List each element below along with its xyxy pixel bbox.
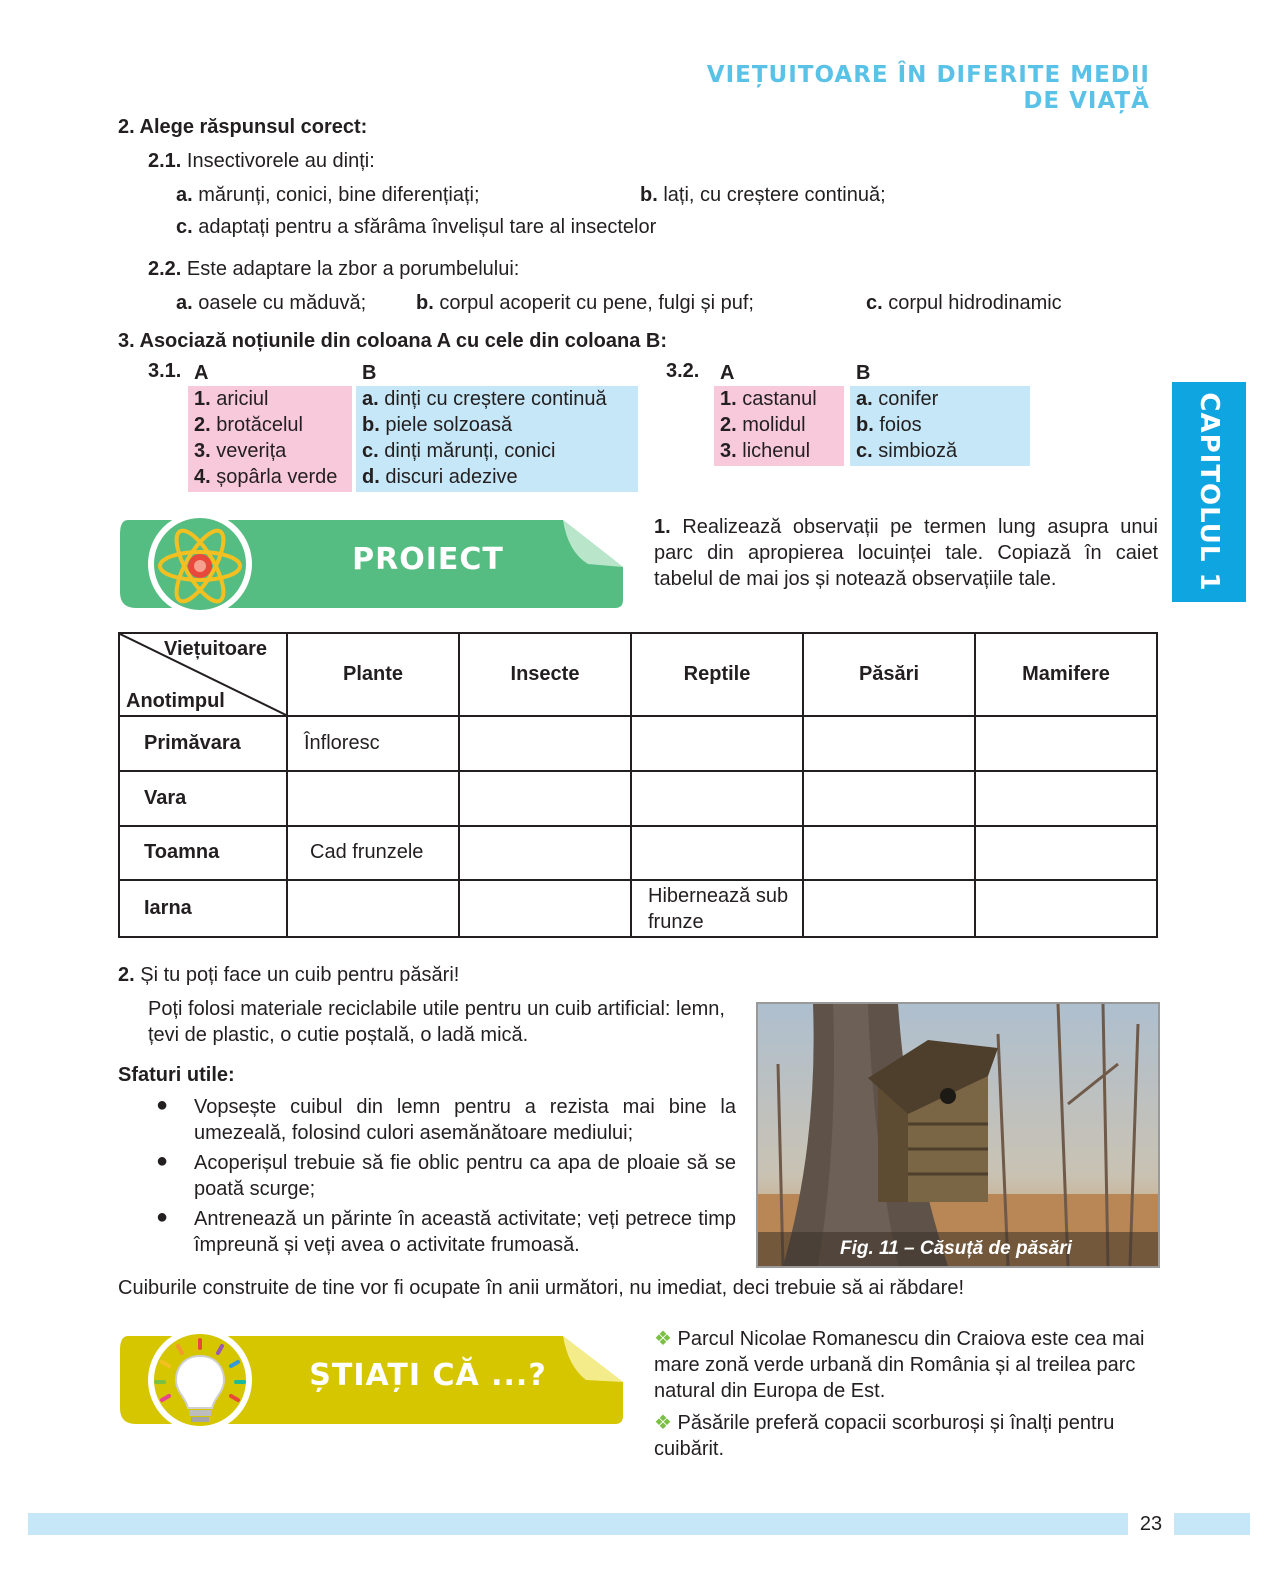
tip-text: Acoperișul trebuie să fie oblic pentru ca apa de ploaie să se poată scurge;	[194, 1152, 736, 1200]
table-corner-cell	[119, 633, 287, 716]
corner-bottom-label: Anotimpul	[126, 690, 225, 712]
season-cell: Primăvara	[119, 716, 287, 771]
question-number: 2.2.	[148, 258, 182, 280]
list-item: 2. molidul	[720, 414, 806, 436]
question-number: 2.1.	[148, 150, 182, 172]
tips-title: Sfaturi utile:	[118, 1064, 235, 1086]
exercise-3-title: 3. Asociază noțiunile din coloana A cu cele din coloana B:	[118, 330, 667, 352]
bullet-icon: ●	[156, 1094, 169, 1116]
list-item: 1. castanul	[720, 388, 817, 410]
list-item: 1. ariciul	[194, 388, 269, 410]
table-cell	[803, 880, 975, 937]
list-item: 3. veverița	[194, 440, 287, 462]
subexercise-3-2-number: 3.2.	[666, 360, 700, 382]
list-item: d. discuri adezive	[362, 466, 518, 488]
column-header: Păsări	[803, 633, 975, 716]
nest-title: 2. Și tu poți face un cuib pentru păsări!	[118, 964, 460, 986]
table-cell: Înfloresc	[287, 716, 459, 771]
table-cell: Cad frunzele	[287, 826, 459, 881]
table-cell	[631, 826, 803, 881]
column-b-heading: B	[856, 362, 871, 384]
chapter-tab	[1172, 382, 1246, 602]
tip-text: Antrenează un părinte în această activitate; veți petrece timp împreună și veți avea o activitate frumoasă.	[194, 1208, 736, 1256]
column-header: Reptile	[631, 633, 803, 716]
column-b-heading: B	[362, 362, 377, 384]
table-cell	[803, 771, 975, 826]
list-item: a. conifer	[856, 388, 939, 410]
lightbulb-icon	[148, 1334, 252, 1430]
table-cell	[975, 880, 1157, 937]
option-b: b. lați, cu creștere continuă;	[640, 184, 886, 206]
project-banner	[118, 512, 628, 612]
project-banner-label: PROIECT	[352, 542, 504, 577]
project-instruction: 1. Realizează observații pe termen lung asupra unui parc din apropierea locuinței tale. Copiază în caiet tabelul de mai jos și notează observațiile tale.	[654, 516, 1159, 590]
birdhouse-photo	[756, 1002, 1160, 1268]
table-cell	[975, 826, 1157, 881]
atom-icon	[154, 520, 246, 612]
column-b-list	[356, 386, 638, 492]
season-cell: Iarna	[119, 880, 287, 937]
question-text: Insectivorele au dinți:	[186, 150, 375, 172]
column-header: Mamifere	[975, 633, 1157, 716]
column-a-heading: A	[194, 362, 209, 384]
bullet-icon: ●	[156, 1206, 169, 1228]
table-cell	[803, 826, 975, 881]
fact-item: ❖ Parcul Nicolae Romanescu din Craiova este cea mai mare zonă verde urbană din România și al treilea parc natural din Europa de Est.	[654, 1328, 1145, 1402]
table-cell	[803, 716, 975, 771]
table-cell	[631, 716, 803, 771]
option-c: c. adaptați pentru a sfărâma învelișul tare al insectelor	[176, 216, 657, 238]
table-row	[119, 880, 1157, 937]
table-cell	[459, 880, 631, 937]
corner-top-label: Viețuitoare	[164, 638, 267, 660]
table-row	[119, 826, 1157, 881]
running-header: VIEȚUITOARE ÎN DIFERITE MEDII DE VIAȚĂ	[706, 62, 1150, 114]
footer-bar	[28, 1513, 1250, 1535]
list-item: b. foios	[856, 414, 922, 436]
question-text: Este adaptare la zbor a porumbelului:	[186, 258, 520, 280]
question-2-1	[148, 148, 375, 174]
table-cell	[287, 771, 459, 826]
list-item: c. dinți mărunți, conici	[362, 440, 556, 462]
list-item: 3. lichenul	[720, 440, 811, 462]
column-a-list	[714, 386, 844, 466]
table-cell	[631, 771, 803, 826]
list-item: c. simbioză	[856, 440, 958, 462]
table-cell	[975, 716, 1157, 771]
table-cell	[975, 771, 1157, 826]
season-cell: Vara	[119, 771, 287, 826]
fact-item: ❖ Păsările preferă copacii scorburoși și înalți pentru cuibărit.	[654, 1412, 1115, 1460]
facts-banner	[118, 1326, 628, 1430]
option-b: b. corpul acoperit cu pene, fulgi și puf;	[416, 292, 754, 314]
table-cell	[287, 880, 459, 937]
table-row	[119, 771, 1157, 826]
diamond-bullet-icon: ❖	[654, 1328, 672, 1350]
list-item: 2. brotăcelul	[194, 414, 303, 436]
column-a-heading: A	[720, 362, 735, 384]
observation-table	[118, 632, 1158, 938]
table-cell	[459, 716, 631, 771]
list-item: a. dinți cu creștere continuă	[362, 388, 607, 410]
table-cell	[459, 771, 631, 826]
figure-caption: Fig. 11 – Căsuță de păsări	[840, 1238, 1072, 1259]
list-item: b. piele solzoasă	[362, 414, 513, 436]
table-cell: Hibernează sub frunze	[631, 880, 803, 937]
season-cell: Toamna	[119, 826, 287, 881]
column-b-list	[850, 386, 1030, 466]
diamond-bullet-icon: ❖	[654, 1412, 672, 1434]
question-2-2	[148, 256, 519, 282]
column-header: Insecte	[459, 633, 631, 716]
bullet-icon: ●	[156, 1150, 169, 1172]
chapter-tab-label: CAPITOLUL 1	[1194, 392, 1224, 592]
nest-intro: Poți folosi materiale reciclabile utile pentru un cuib artificial: lemn, țevi de plastic, o cutie poștală, o ladă mică.	[148, 998, 725, 1046]
table-header-row	[119, 633, 1157, 716]
column-a-list	[188, 386, 352, 492]
option-a: a. mărunți, conici, bine diferențiați;	[176, 184, 480, 206]
column-header: Plante	[287, 633, 459, 716]
closing-note: Cuiburile construite de tine vor fi ocupate în anii următori, nu imediat, deci trebuie să ai răbdare!	[118, 1277, 965, 1299]
birdhouse-illustration	[758, 1004, 1158, 1266]
facts-banner-label: ȘTIAȚI CĂ ...?	[309, 1358, 547, 1393]
tip-text: Vopsește cuibul din lemn pentru a rezista mai bine la umezeală, folosind culori asemănătoare mediului;	[194, 1096, 736, 1144]
option-a: a. oasele cu măduvă;	[176, 292, 367, 314]
exercise-2-title: 2. Alege răspunsul corect:	[118, 116, 368, 138]
option-c: c. corpul hidrodinamic	[866, 292, 1062, 314]
list-item: 4. șopârla verde	[194, 466, 338, 488]
page-number: 23	[1128, 1512, 1174, 1536]
table-row	[119, 716, 1157, 771]
table-cell	[459, 826, 631, 881]
subexercise-3-1-number: 3.1.	[148, 360, 182, 382]
